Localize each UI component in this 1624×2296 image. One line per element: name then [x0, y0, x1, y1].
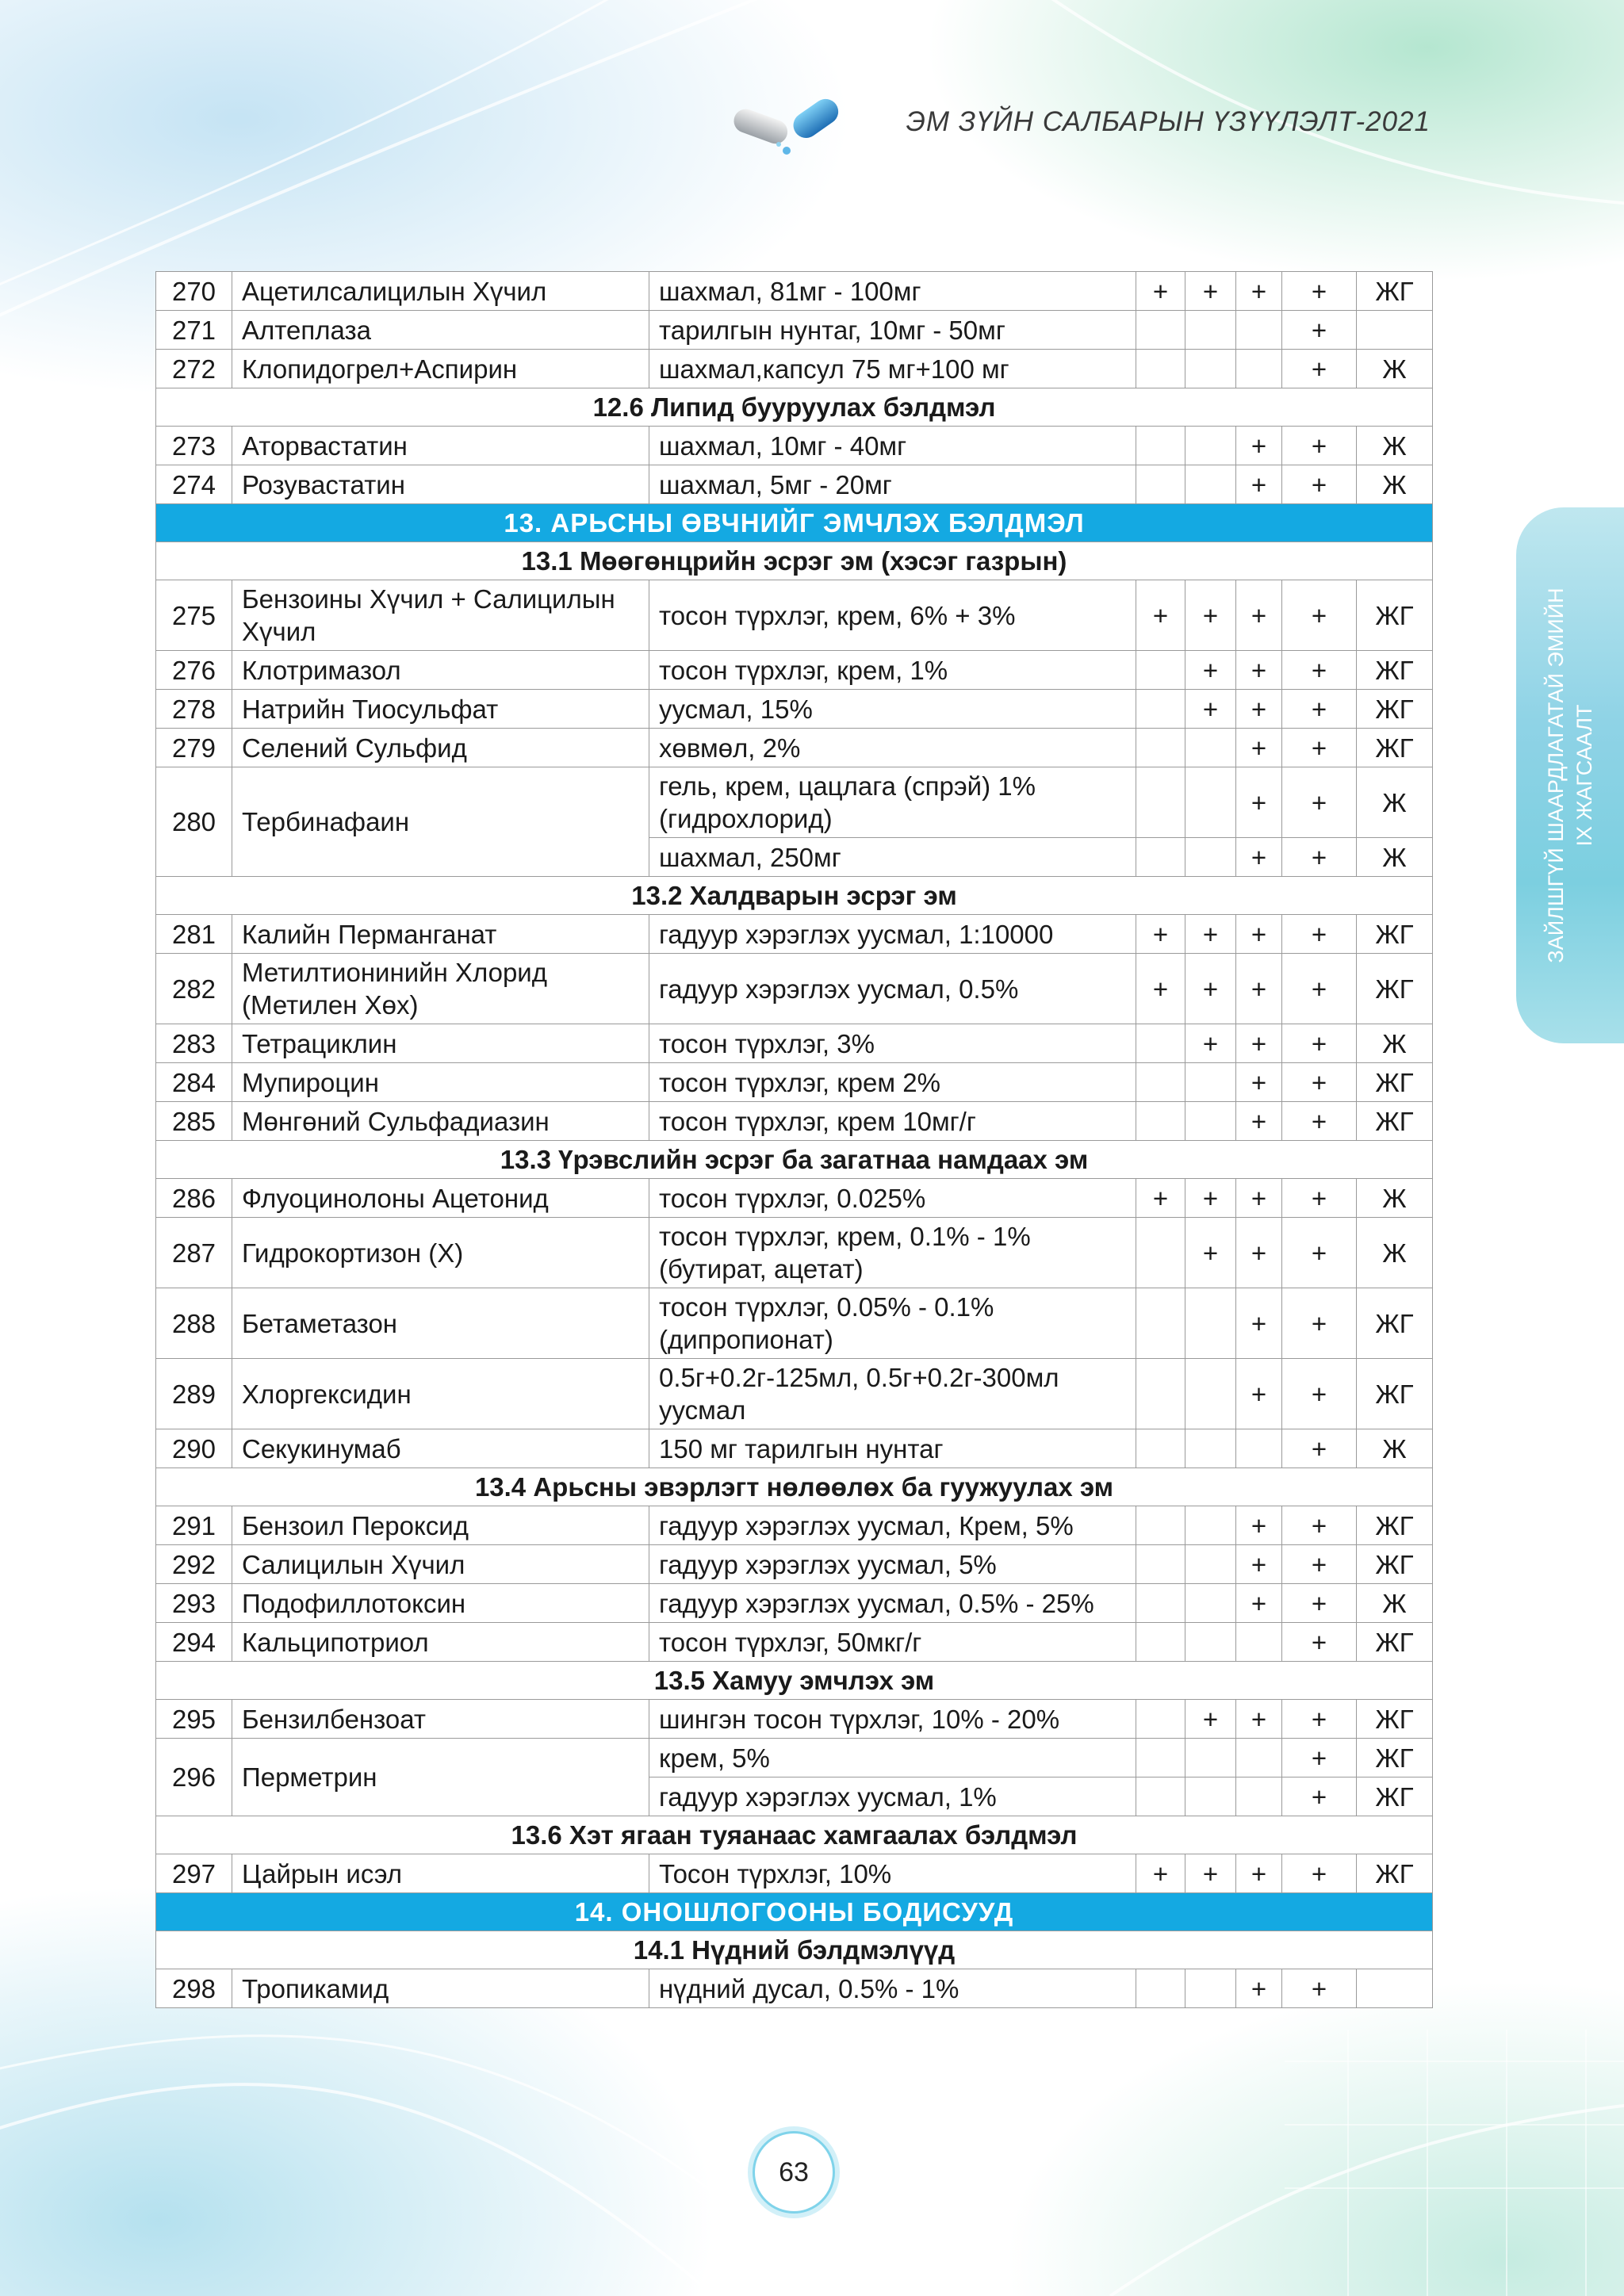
row-number: 293 — [156, 1584, 232, 1623]
dosage-form: гадуур хэрэглэх уусмал, 0.5% - 25% — [649, 1584, 1136, 1623]
category-code: Ж — [1357, 1429, 1433, 1468]
level-mark — [1185, 1288, 1236, 1359]
level-mark: + — [1282, 427, 1357, 465]
section-heading: 13. АРЬСНЫ ӨВЧНИЙГ ЭМЧЛЭХ БЭЛДМЭЛ — [156, 504, 1433, 542]
level-mark — [1136, 838, 1185, 877]
category-code: ЖГ — [1357, 1102, 1433, 1141]
dosage-form: тосон түрхлэг, крем, 0.1% - 1% (бутират, ацетат) — [649, 1218, 1136, 1288]
level-mark: + — [1236, 1288, 1282, 1359]
dosage-form: гадуур хэрэглэх уусмал, 0.5% — [649, 954, 1136, 1024]
subsection-heading: 12.6 Липид бууруулах бэлдмэл — [156, 388, 1433, 427]
subsection-heading: 13.3 Үрэвслийн эсрэг ба загатнаа намдаах эм — [156, 1141, 1433, 1179]
level-mark: + — [1185, 272, 1236, 311]
level-mark: + — [1236, 1700, 1282, 1739]
medicine-name: Аторвастатин — [232, 427, 649, 465]
level-mark: + — [1236, 1179, 1282, 1218]
level-mark: + — [1236, 1063, 1282, 1102]
dosage-form: шингэн тосон түрхлэг, 10% - 20% — [649, 1700, 1136, 1739]
level-mark: + — [1282, 1700, 1357, 1739]
category-code: ЖГ — [1357, 954, 1433, 1024]
row-number: 273 — [156, 427, 232, 465]
dosage-form: гадуур хэрэглэх уусмал, 1:10000 — [649, 915, 1136, 954]
table-row — [156, 1429, 1433, 1468]
level-mark: + — [1236, 954, 1282, 1024]
subsection-heading: 13.2 Халдварын эсрэг эм — [156, 877, 1433, 915]
row-number: 272 — [156, 350, 232, 388]
category-code: Ж — [1357, 1179, 1433, 1218]
row-number: 285 — [156, 1102, 232, 1141]
level-mark: + — [1282, 311, 1357, 350]
table-row — [156, 651, 1433, 690]
category-code — [1357, 311, 1433, 350]
dosage-form: шахмал, 250мг — [649, 838, 1136, 877]
level-mark — [1236, 311, 1282, 350]
level-mark — [1185, 838, 1236, 877]
level-mark: + — [1236, 580, 1282, 651]
level-mark: + — [1136, 1179, 1185, 1218]
subsection-row — [156, 542, 1433, 580]
level-mark: + — [1185, 580, 1236, 651]
level-mark: + — [1136, 580, 1185, 651]
row-number: 288 — [156, 1288, 232, 1359]
row-number: 290 — [156, 1429, 232, 1468]
medicine-name: Метилтионинийн Хлорид (Метилен Хөх) — [232, 954, 649, 1024]
dosage-form: уусмал, 15% — [649, 690, 1136, 729]
level-mark: + — [1185, 954, 1236, 1024]
level-mark: + — [1236, 1545, 1282, 1584]
level-mark: + — [1282, 690, 1357, 729]
table-row — [156, 767, 1433, 838]
side-section-tab — [1516, 507, 1624, 1043]
level-mark — [1136, 1777, 1185, 1816]
dosage-form: тосон түрхлэг, крем, 1% — [649, 651, 1136, 690]
level-mark — [1136, 1102, 1185, 1141]
level-mark: + — [1282, 1218, 1357, 1288]
level-mark: + — [1136, 954, 1185, 1024]
level-mark — [1136, 690, 1185, 729]
row-number: 279 — [156, 729, 232, 767]
level-mark — [1236, 1739, 1282, 1777]
level-mark — [1185, 1063, 1236, 1102]
category-code: Ж — [1357, 767, 1433, 838]
subsection-row — [156, 1931, 1433, 1969]
level-mark: + — [1136, 915, 1185, 954]
level-mark — [1136, 1584, 1185, 1623]
category-code: ЖГ — [1357, 272, 1433, 311]
row-number: 291 — [156, 1506, 232, 1545]
level-mark — [1236, 1429, 1282, 1468]
level-mark: + — [1236, 729, 1282, 767]
level-mark: + — [1282, 1024, 1357, 1063]
medicine-name: Клотримазол — [232, 651, 649, 690]
level-mark: + — [1185, 1218, 1236, 1288]
level-mark — [1136, 767, 1185, 838]
level-mark — [1236, 350, 1282, 388]
capsule-logo-icon — [728, 87, 848, 159]
table-row — [156, 1179, 1433, 1218]
level-mark: + — [1236, 651, 1282, 690]
level-mark — [1185, 1359, 1236, 1429]
category-code: ЖГ — [1357, 651, 1433, 690]
row-number: 295 — [156, 1700, 232, 1739]
subsection-heading: 14.1 Нүдний бэлдмэлүүд — [156, 1931, 1433, 1969]
level-mark: + — [1236, 1102, 1282, 1141]
level-mark: + — [1282, 1506, 1357, 1545]
table-row — [156, 311, 1433, 350]
level-mark: + — [1282, 1854, 1357, 1893]
table-row — [156, 272, 1433, 311]
level-mark: + — [1282, 1102, 1357, 1141]
row-number: 280 — [156, 767, 232, 877]
side-tab-line2: IX ЖАГСААЛТ — [1572, 704, 1596, 847]
category-code: ЖГ — [1357, 729, 1433, 767]
table-row — [156, 690, 1433, 729]
medicine-name: Калийн Перманганат — [232, 915, 649, 954]
dosage-form: тосон түрхлэг, 0.05% - 0.1% (дипропионат) — [649, 1288, 1136, 1359]
level-mark: + — [1282, 729, 1357, 767]
dosage-form: тосон түрхлэг, крем 2% — [649, 1063, 1136, 1102]
medicine-name: Бензилбензоат — [232, 1700, 649, 1739]
level-mark — [1136, 1545, 1185, 1584]
level-mark — [1185, 1102, 1236, 1141]
level-mark — [1136, 1218, 1185, 1288]
level-mark — [1136, 1739, 1185, 1777]
level-mark: + — [1282, 350, 1357, 388]
level-mark — [1185, 1584, 1236, 1623]
level-mark — [1185, 1623, 1236, 1662]
dosage-form: тосон түрхлэг, крем, 6% + 3% — [649, 580, 1136, 651]
level-mark — [1185, 1429, 1236, 1468]
level-mark: + — [1282, 1429, 1357, 1468]
page-number: 63 — [753, 2131, 835, 2214]
table-row — [156, 1102, 1433, 1141]
level-mark — [1136, 1359, 1185, 1429]
level-mark — [1136, 311, 1185, 350]
level-mark: + — [1236, 767, 1282, 838]
level-mark: + — [1236, 1969, 1282, 2008]
row-number: 296 — [156, 1739, 232, 1816]
row-number: 286 — [156, 1179, 232, 1218]
medicine-name: Перметрин — [232, 1739, 649, 1816]
level-mark: + — [1282, 272, 1357, 311]
level-mark — [1185, 427, 1236, 465]
dosage-form: тосон түрхлэг, 0.025% — [649, 1179, 1136, 1218]
medicine-name: Бензоил Пероксид — [232, 1506, 649, 1545]
level-mark — [1136, 1623, 1185, 1662]
level-mark: + — [1282, 1969, 1357, 2008]
table-row — [156, 954, 1433, 1024]
table-row — [156, 1288, 1433, 1359]
level-mark: + — [1282, 1584, 1357, 1623]
dosage-form: хөвмөл, 2% — [649, 729, 1136, 767]
category-code — [1357, 1969, 1433, 2008]
category-code: ЖГ — [1357, 580, 1433, 651]
row-number: 271 — [156, 311, 232, 350]
medicine-name: Секукинумаб — [232, 1429, 649, 1468]
category-code: ЖГ — [1357, 690, 1433, 729]
row-number: 275 — [156, 580, 232, 651]
subsection-row — [156, 1662, 1433, 1700]
dosage-form: крем, 5% — [649, 1739, 1136, 1777]
level-mark: + — [1136, 272, 1185, 311]
dosage-form: шахмал, 81мг - 100мг — [649, 272, 1136, 311]
medicine-name: Селений Сульфид — [232, 729, 649, 767]
level-mark: + — [1282, 1623, 1357, 1662]
category-code: ЖГ — [1357, 1854, 1433, 1893]
row-number: 282 — [156, 954, 232, 1024]
section-header-row — [156, 1893, 1433, 1931]
category-code: Ж — [1357, 838, 1433, 877]
dosage-form: нүдний дусал, 0.5% - 1% — [649, 1969, 1136, 2008]
dosage-form: тарилгын нунтаг, 10мг - 50мг — [649, 311, 1136, 350]
level-mark: + — [1236, 915, 1282, 954]
row-number: 292 — [156, 1545, 232, 1584]
category-code: Ж — [1357, 465, 1433, 504]
level-mark — [1136, 729, 1185, 767]
level-mark: + — [1185, 1854, 1236, 1893]
category-code: ЖГ — [1357, 1063, 1433, 1102]
subsection-row — [156, 1816, 1433, 1854]
level-mark: + — [1236, 1506, 1282, 1545]
level-mark — [1185, 311, 1236, 350]
table-row — [156, 1739, 1433, 1777]
essential-medicines-table — [155, 271, 1433, 2008]
level-mark — [1236, 1777, 1282, 1816]
category-code: ЖГ — [1357, 1506, 1433, 1545]
level-mark: + — [1282, 1545, 1357, 1584]
category-code: ЖГ — [1357, 915, 1433, 954]
level-mark — [1136, 1700, 1185, 1739]
subsection-heading: 13.4 Арьсны эвэрлэгт нөлөөлөх ба гуужуулах эм — [156, 1468, 1433, 1506]
level-mark: + — [1236, 1854, 1282, 1893]
level-mark: + — [1185, 1024, 1236, 1063]
table-row — [156, 350, 1433, 388]
dosage-form: тосон түрхлэг, 50мкг/г — [649, 1623, 1136, 1662]
level-mark: + — [1236, 1359, 1282, 1429]
level-mark — [1136, 651, 1185, 690]
level-mark: + — [1185, 1179, 1236, 1218]
level-mark: + — [1282, 580, 1357, 651]
section-header-row — [156, 504, 1433, 542]
subsection-row — [156, 1141, 1433, 1179]
category-code: ЖГ — [1357, 1545, 1433, 1584]
category-code: Ж — [1357, 1584, 1433, 1623]
medicine-name: Хлоргексидин — [232, 1359, 649, 1429]
section-heading: 14. ОНОШЛОГООНЫ БОДИСУУД — [156, 1893, 1433, 1931]
running-header-title: ЭМ ЗҮЙН САЛБАРЫН ҮЗҮҮЛЭЛТ-2021 — [906, 106, 1431, 137]
table-row — [156, 580, 1433, 651]
row-number: 289 — [156, 1359, 232, 1429]
level-mark: + — [1185, 651, 1236, 690]
level-mark: + — [1282, 1063, 1357, 1102]
level-mark: + — [1185, 1700, 1236, 1739]
level-mark: + — [1236, 272, 1282, 311]
subsection-row — [156, 877, 1433, 915]
level-mark — [1136, 1969, 1185, 2008]
row-number: 276 — [156, 651, 232, 690]
table-row — [156, 1584, 1433, 1623]
row-number: 270 — [156, 272, 232, 311]
level-mark: + — [1282, 465, 1357, 504]
level-mark — [1185, 1739, 1236, 1777]
medicine-name: Ацетилсалицилын Хүчил — [232, 272, 649, 311]
level-mark — [1236, 1623, 1282, 1662]
level-mark: + — [1282, 954, 1357, 1024]
table-row — [156, 1854, 1433, 1893]
dosage-form: гадуур хэрэглэх уусмал, 1% — [649, 1777, 1136, 1816]
level-mark — [1136, 1063, 1185, 1102]
level-mark: + — [1236, 465, 1282, 504]
dosage-form: 0.5г+0.2г-125мл, 0.5г+0.2г-300мл уусмал — [649, 1359, 1136, 1429]
level-mark — [1136, 1506, 1185, 1545]
table-row — [156, 1969, 1433, 2008]
row-number: 284 — [156, 1063, 232, 1102]
level-mark: + — [1236, 1584, 1282, 1623]
dosage-form: Тосон түрхлэг, 10% — [649, 1854, 1136, 1893]
medicine-name: Кальципотриол — [232, 1623, 649, 1662]
table-row — [156, 1506, 1433, 1545]
level-mark — [1136, 465, 1185, 504]
subsection-heading: 13.6 Хэт ягаан туяанаас хамгаалах бэлдмэл — [156, 1816, 1433, 1854]
level-mark: + — [1282, 1359, 1357, 1429]
level-mark — [1185, 465, 1236, 504]
medicine-name: Мупироцин — [232, 1063, 649, 1102]
medicine-name: Тропикамид — [232, 1969, 649, 2008]
table-row — [156, 1024, 1433, 1063]
category-code: Ж — [1357, 1024, 1433, 1063]
row-number: 294 — [156, 1623, 232, 1662]
dosage-form: тосон түрхлэг, крем 10мг/г — [649, 1102, 1136, 1141]
table-row — [156, 1700, 1433, 1739]
dosage-form: шахмал, 10мг - 40мг — [649, 427, 1136, 465]
category-code: Ж — [1357, 350, 1433, 388]
medicine-name: Бензоины Хүчил + Салицилын Хүчил — [232, 580, 649, 651]
level-mark: + — [1282, 838, 1357, 877]
subsection-row — [156, 1468, 1433, 1506]
dosage-form: тосон түрхлэг, 3% — [649, 1024, 1136, 1063]
category-code: ЖГ — [1357, 1777, 1433, 1816]
subsection-heading: 13.1 Мөөгөнцрийн эсрэг эм (хэсэг газрын) — [156, 542, 1433, 580]
medicine-name: Розувастатин — [232, 465, 649, 504]
table-row — [156, 427, 1433, 465]
level-mark: + — [1282, 651, 1357, 690]
medicine-name: Тербинафаин — [232, 767, 649, 877]
level-mark — [1185, 729, 1236, 767]
table-row — [156, 1063, 1433, 1102]
level-mark — [1136, 350, 1185, 388]
category-code: ЖГ — [1357, 1739, 1433, 1777]
level-mark: + — [1282, 1739, 1357, 1777]
category-code: Ж — [1357, 1218, 1433, 1288]
level-mark: + — [1282, 1288, 1357, 1359]
table-row — [156, 915, 1433, 954]
table-row — [156, 1623, 1433, 1662]
medicine-name: Гидрокортизон (Х) — [232, 1218, 649, 1288]
level-mark — [1185, 1545, 1236, 1584]
row-number: 283 — [156, 1024, 232, 1063]
level-mark: + — [1236, 1218, 1282, 1288]
level-mark — [1136, 1288, 1185, 1359]
dosage-form: гель, крем, цацлага (спрэй) 1% (гидрохлорид) — [649, 767, 1136, 838]
level-mark — [1136, 1429, 1185, 1468]
dosage-form: шахмал, 5мг - 20мг — [649, 465, 1136, 504]
dosage-form: гадуур хэрэглэх уусмал, Крем, 5% — [649, 1506, 1136, 1545]
row-number: 274 — [156, 465, 232, 504]
table-row — [156, 1545, 1433, 1584]
level-mark — [1185, 1969, 1236, 2008]
table-row — [156, 729, 1433, 767]
level-mark — [1185, 1506, 1236, 1545]
level-mark: + — [1282, 1179, 1357, 1218]
level-mark: + — [1282, 915, 1357, 954]
category-code: ЖГ — [1357, 1700, 1433, 1739]
medicine-name: Флуоцинолоны Ацетонид — [232, 1179, 649, 1218]
medicine-name: Алтеплаза — [232, 311, 649, 350]
level-mark — [1136, 1024, 1185, 1063]
medicine-name: Подофиллотоксин — [232, 1584, 649, 1623]
medicine-name: Натрийн Тиосульфат — [232, 690, 649, 729]
subsection-heading: 13.5 Хамуу эмчлэх эм — [156, 1662, 1433, 1700]
level-mark: + — [1236, 690, 1282, 729]
dosage-form: 150 мг тарилгын нунтаг — [649, 1429, 1136, 1468]
medicine-name: Клопидогрел+Аспирин — [232, 350, 649, 388]
row-number: 287 — [156, 1218, 232, 1288]
side-tab-line1: ЗАЙЛШГҮЙ ШААРДЛАГАТАЙ ЭМИЙН — [1544, 587, 1568, 963]
level-mark — [1136, 427, 1185, 465]
row-number: 278 — [156, 690, 232, 729]
level-mark: + — [1236, 838, 1282, 877]
level-mark — [1185, 767, 1236, 838]
dosage-form: гадуур хэрэглэх уусмал, 5% — [649, 1545, 1136, 1584]
level-mark: + — [1236, 427, 1282, 465]
medicine-name: Салицилын Хүчил — [232, 1545, 649, 1584]
dosage-form: шахмал,капсул 75 мг+100 мг — [649, 350, 1136, 388]
row-number: 298 — [156, 1969, 232, 2008]
row-number: 297 — [156, 1854, 232, 1893]
level-mark: + — [1136, 1854, 1185, 1893]
subsection-row — [156, 388, 1433, 427]
medicine-name: Цайрын исэл — [232, 1854, 649, 1893]
category-code: ЖГ — [1357, 1288, 1433, 1359]
level-mark: + — [1185, 690, 1236, 729]
level-mark: + — [1236, 1024, 1282, 1063]
level-mark — [1185, 350, 1236, 388]
row-number: 281 — [156, 915, 232, 954]
table-row — [156, 1359, 1433, 1429]
table-row — [156, 465, 1433, 504]
medicine-name: Бетаметазон — [232, 1288, 649, 1359]
category-code: ЖГ — [1357, 1623, 1433, 1662]
table-row — [156, 1218, 1433, 1288]
level-mark — [1185, 1777, 1236, 1816]
medicine-name: Мөнгөний Сульфадиазин — [232, 1102, 649, 1141]
level-mark: + — [1185, 915, 1236, 954]
level-mark: + — [1282, 767, 1357, 838]
medicine-name: Тетрациклин — [232, 1024, 649, 1063]
level-mark: + — [1282, 1777, 1357, 1816]
category-code: Ж — [1357, 427, 1433, 465]
category-code: ЖГ — [1357, 1359, 1433, 1429]
